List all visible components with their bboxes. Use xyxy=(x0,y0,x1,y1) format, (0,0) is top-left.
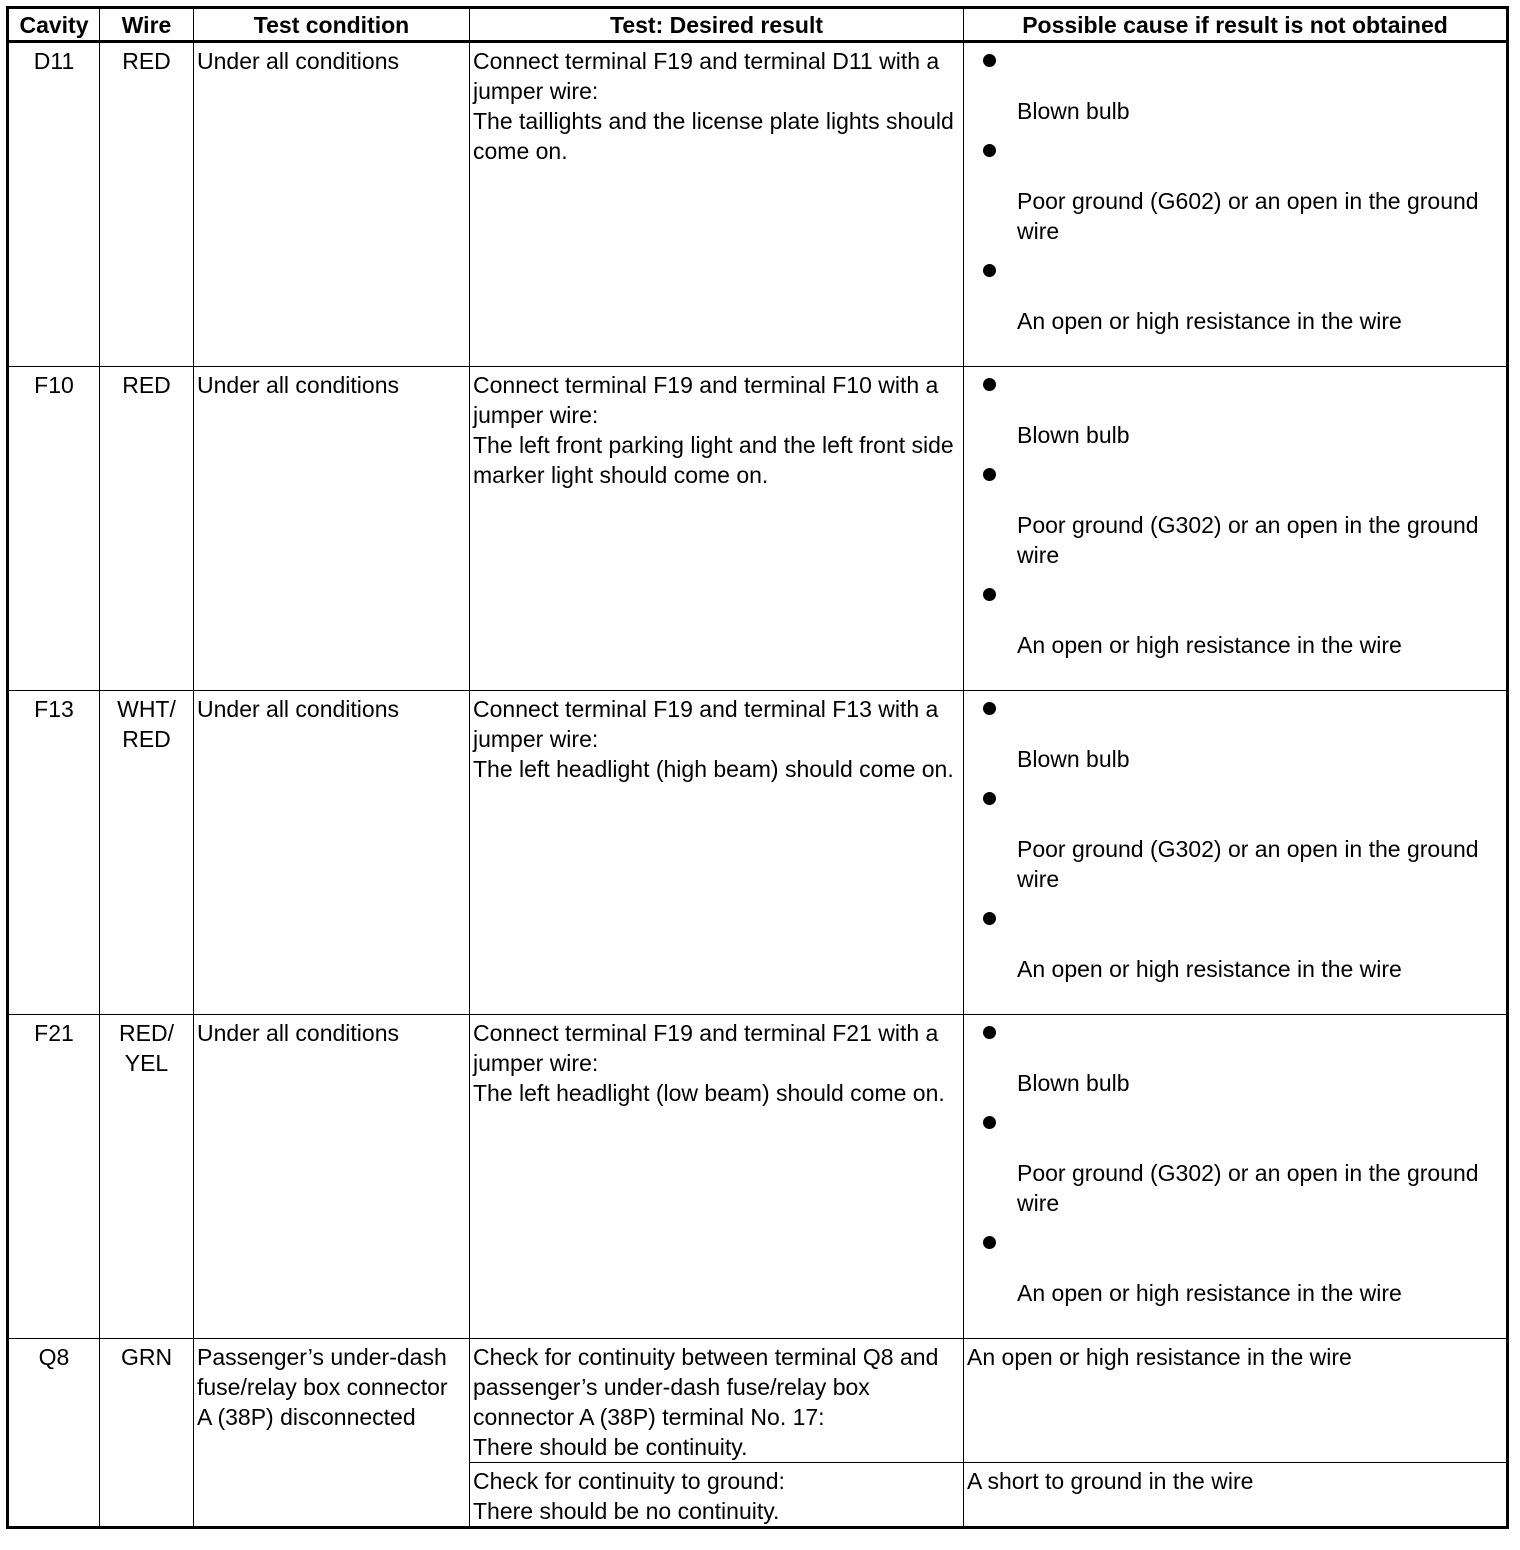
cause-cell xyxy=(964,42,1508,367)
wire-cell: RED xyxy=(100,42,194,367)
bullet-icon xyxy=(983,702,996,715)
bullet-icon xyxy=(983,378,996,391)
bullet-icon xyxy=(983,792,996,805)
bullet-icon xyxy=(983,1236,996,1249)
header-cavity: Cavity xyxy=(8,8,100,42)
wire-cell: RED xyxy=(100,367,194,691)
condition-cell: Under all conditions xyxy=(194,691,470,1015)
terminal-test-table xyxy=(6,6,1509,1529)
result-cell: Connect terminal F19 and terminal D11 with a jumper wire: The taillights and the license plate lights should come on. xyxy=(470,42,964,367)
header-row xyxy=(8,8,1508,42)
header-test-condition: Test condition xyxy=(194,8,470,42)
condition-cell: Passenger’s under-dash fuse/relay box connector A (38P) disconnected xyxy=(194,1339,470,1528)
list-item xyxy=(967,904,1503,984)
cavity-cell: F13 xyxy=(8,691,100,1015)
condition-cell: Under all conditions xyxy=(194,367,470,691)
condition-cell: Under all conditions xyxy=(194,42,470,367)
table-row xyxy=(8,691,1508,1015)
cause-text: An open or high resistance in the wire xyxy=(1017,1280,1402,1306)
cause-text: Blown bulb xyxy=(1017,746,1130,772)
cause-list xyxy=(967,694,1503,984)
list-item xyxy=(967,784,1503,894)
bullet-icon xyxy=(983,588,996,601)
result-cell: Check for continuity between terminal Q8 and passenger’s under-dash fuse/relay box connector A (38P) terminal No. 17: There should be continuity. xyxy=(470,1339,964,1463)
cause-cell: A short to ground in the wire xyxy=(964,1463,1508,1528)
table-row xyxy=(8,1339,1508,1463)
list-item xyxy=(967,256,1503,336)
cause-list xyxy=(967,46,1503,336)
cavity-cell: D11 xyxy=(8,42,100,367)
list-item xyxy=(967,460,1503,570)
cause-text: Poor ground (G302) or an open in the ground wire xyxy=(1017,512,1479,568)
table-row xyxy=(8,42,1508,367)
list-item xyxy=(967,1018,1503,1098)
list-item xyxy=(967,46,1503,126)
cause-text: An open or high resistance in the wire xyxy=(1017,956,1402,982)
bullet-icon xyxy=(983,912,996,925)
cause-text: Poor ground (G602) or an open in the ground wire xyxy=(1017,188,1479,244)
cause-cell xyxy=(964,367,1508,691)
table-row xyxy=(8,367,1508,691)
cause-cell xyxy=(964,691,1508,1015)
cause-cell xyxy=(964,1015,1508,1339)
cavity-cell: F10 xyxy=(8,367,100,691)
wire-cell: RED/ YEL xyxy=(100,1015,194,1339)
cause-text: Poor ground (G302) or an open in the ground wire xyxy=(1017,1160,1479,1216)
cause-text: Poor ground (G302) or an open in the ground wire xyxy=(1017,836,1479,892)
header-possible-cause: Possible cause if result is not obtained xyxy=(964,8,1508,42)
cause-text: Blown bulb xyxy=(1017,1070,1130,1096)
list-item xyxy=(967,136,1503,246)
cause-cell: An open or high resistance in the wire xyxy=(964,1339,1508,1463)
cause-list xyxy=(967,370,1503,660)
cause-text: Blown bulb xyxy=(1017,98,1130,124)
list-item xyxy=(967,1228,1503,1308)
cause-text: An open or high resistance in the wire xyxy=(1017,632,1402,658)
condition-cell: Under all conditions xyxy=(194,1015,470,1339)
bullet-icon xyxy=(983,1116,996,1129)
list-item xyxy=(967,1108,1503,1218)
list-item xyxy=(967,580,1503,660)
result-cell: Check for continuity to ground: There should be no continuity. xyxy=(470,1463,964,1528)
cause-text: An open or high resistance in the wire xyxy=(1017,308,1402,334)
wire-cell: WHT/ RED xyxy=(100,691,194,1015)
cavity-cell: F21 xyxy=(8,1015,100,1339)
header-wire: Wire xyxy=(100,8,194,42)
list-item xyxy=(967,694,1503,774)
cause-list xyxy=(967,1018,1503,1308)
bullet-icon xyxy=(983,144,996,157)
cavity-cell: Q8 xyxy=(8,1339,100,1528)
result-cell: Connect terminal F19 and terminal F21 with a jumper wire: The left headlight (low beam) should come on. xyxy=(470,1015,964,1339)
header-desired-result: Test: Desired result xyxy=(470,8,964,42)
bullet-icon xyxy=(983,468,996,481)
bullet-icon xyxy=(983,264,996,277)
result-cell: Connect terminal F19 and terminal F10 with a jumper wire: The left front parking light and the left front side marker light should come on. xyxy=(470,367,964,691)
result-cell: Connect terminal F19 and terminal F13 with a jumper wire: The left headlight (high beam) should come on. xyxy=(470,691,964,1015)
bullet-icon xyxy=(983,54,996,67)
bullet-icon xyxy=(983,1026,996,1039)
wire-cell: GRN xyxy=(100,1339,194,1528)
cause-text: Blown bulb xyxy=(1017,422,1130,448)
table-row xyxy=(8,1015,1508,1339)
list-item xyxy=(967,370,1503,450)
